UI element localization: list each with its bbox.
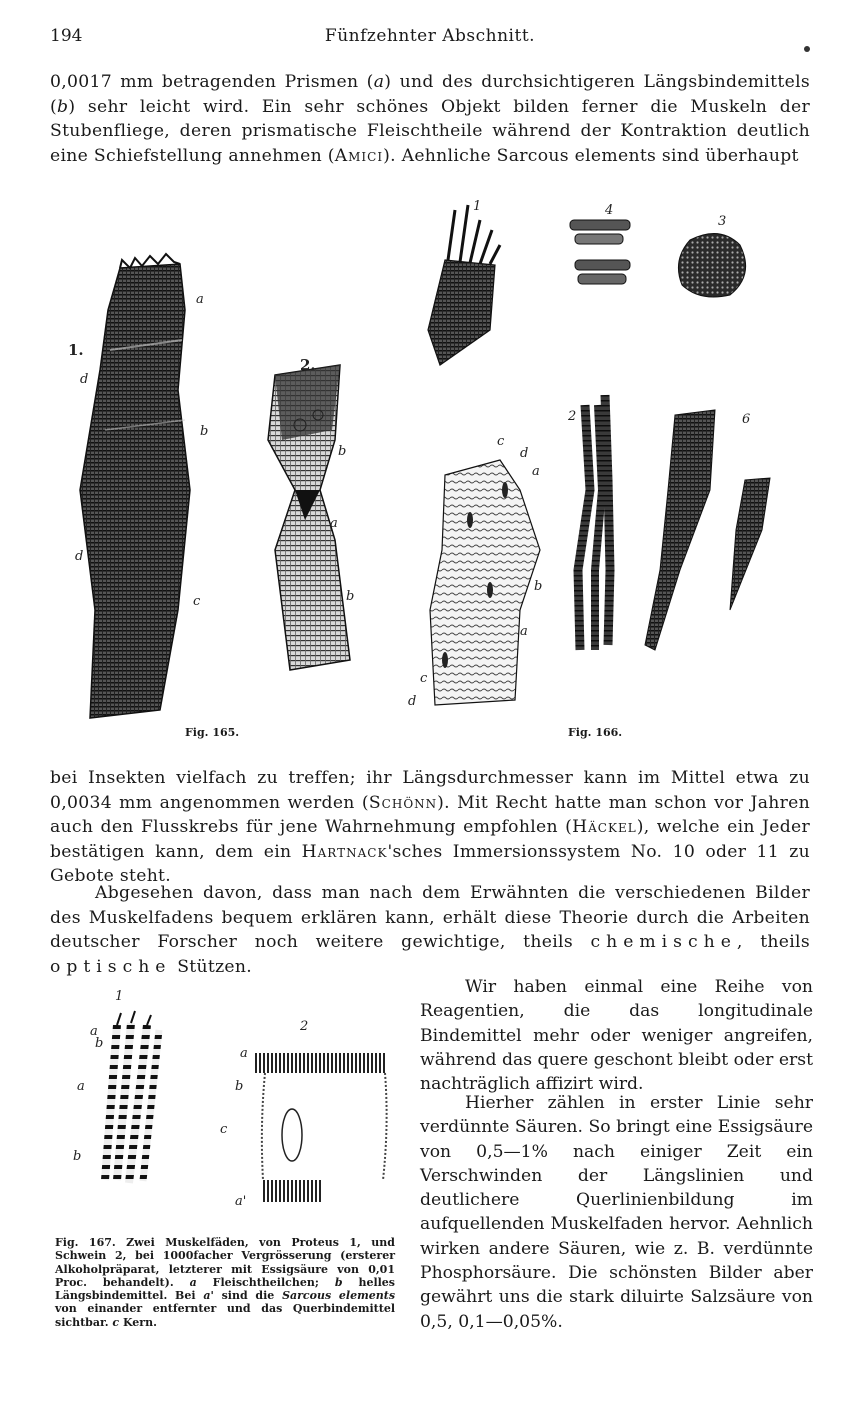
text-run: , theils xyxy=(736,932,810,952)
right-column-paragraph-1: Wir haben einmal eine Reihe von Reagentien, die das longitudinale Bindemittel mehr oder weniger angreifen, während das quere geschont bleibt oder erst nachträglich affizirt wird. xyxy=(420,977,813,1095)
fig166-label: c xyxy=(497,434,505,449)
fig167-part2 xyxy=(255,1053,387,1202)
fig166-part1-drawing xyxy=(428,205,500,365)
fig166-label: 1 xyxy=(473,199,482,214)
text-run: ), welche ein Jeder bestätigen kann, dem ein xyxy=(50,817,810,862)
caption-run: helles Längsbindemittel. Bei xyxy=(55,1275,396,1303)
fig167-label: b xyxy=(73,1149,82,1164)
fig166-label: 2 xyxy=(568,409,577,424)
fig165-label: d xyxy=(75,549,84,564)
muscle-fiber-illustrations xyxy=(50,190,820,730)
fig167-label: b xyxy=(235,1079,244,1094)
text-run: Stützen. xyxy=(171,956,253,977)
text-run: Abgesehen davon, dass man nach dem Erwähnten die verschiedenen Bilder des Muskelfadens bequem erklären kann, erhält diese Theorie durch die Arbeiten deutscher Forscher noch weitere gewichtige, theils xyxy=(50,883,810,952)
fig165-label: a xyxy=(196,292,204,307)
fig165-part1-drawing xyxy=(80,254,190,718)
fig166-part5-drawing xyxy=(430,460,543,705)
paragraph-1 xyxy=(50,70,810,168)
fig167-label: a' xyxy=(235,1194,247,1209)
fig166-part2-drawing xyxy=(578,395,610,650)
page-number: 194 xyxy=(50,26,83,46)
author-name: Hartnack xyxy=(301,841,388,862)
fig167-caption xyxy=(55,1236,395,1329)
figures-165-166 xyxy=(50,190,820,739)
fig166-part6-drawing xyxy=(645,410,770,650)
fig165-label: b xyxy=(338,444,347,459)
caption-run-italic: c xyxy=(112,1315,120,1329)
text-run: ) sehr leicht wird. Ein sehr schönes Objekt bilden ferner die Muskeln der Stubenfliege, deren prismatische Fleischtheile während der Kontraktion deutlich eine Schiefstellung annehmen ( xyxy=(50,96,810,166)
caption-run: sind die xyxy=(213,1289,283,1303)
fig165-label: c xyxy=(193,594,201,609)
text-run: bei Insekten vielfach zu treffen; ihr Längsdurchmesser kann im Mittel etwa zu 0,0034 mm angenommen werden ( xyxy=(50,768,810,813)
author-name: Häckel xyxy=(572,817,637,837)
fig167-label: 1 xyxy=(115,989,124,1004)
right-column-paragraph-2: Hierher zählen in erster Linie sehr verdünnte Säuren. So bringt eine Essigsäure von 0,5—1% nach einiger Zeit ein Verschwinden der Längslinien und deutlichere Querlinienbildung im aufquellenden Muskelfaden hervor. Aehnlich wirken andere Säuren, wie z. B. verdünnte Phosphorsäure. Die schönsten Bilder aber gewährt uns die stark diluirte Salzsäure von 0,5, 0,1—0,05%. xyxy=(420,1093,813,1332)
caption-run-italic: a' xyxy=(203,1289,214,1303)
fig166-label: d xyxy=(520,446,529,461)
fig165-label: d xyxy=(80,372,89,387)
fig166-caption: Fig. 166. xyxy=(568,726,623,739)
fig166-label: 6 xyxy=(742,412,751,427)
fig166-label: a xyxy=(520,624,528,639)
caption-run-italic: a xyxy=(189,1275,197,1289)
text-run-italic: a xyxy=(373,72,385,92)
fig167-label: a xyxy=(77,1079,85,1094)
figure-167 xyxy=(55,985,395,1235)
fig166-part3-drawing xyxy=(678,234,745,297)
author-name: Schönn xyxy=(368,792,438,813)
caption-run: von einander entfernter und das Querbindemittel sichtbar. xyxy=(55,1302,395,1329)
fig167-label: a xyxy=(90,1024,98,1039)
fig166-label: c xyxy=(420,671,428,686)
ink-speck xyxy=(804,46,810,52)
fig167-label: a xyxy=(240,1046,248,1061)
running-title: Fünfzehnter Abschnitt. xyxy=(324,26,536,46)
caption-run: Fig. 167. Zwei Muskelfäden, von Proteus 1, und Schwein 2, bei 1000facher Vergrösserung (ersterer Alkoholpräparat, letzterer mit Essigsäure von 0,01 Proc. behandelt). xyxy=(55,1236,395,1289)
fig166-part4-drawing xyxy=(570,220,630,284)
fig167-label: b xyxy=(95,1036,104,1051)
paragraph-2 xyxy=(50,766,810,889)
fig167-part1 xyxy=(105,1011,159,1183)
fig165-label: b xyxy=(346,589,355,604)
fig166-label: b xyxy=(534,579,543,594)
caption-run-italic: Sarcous elements xyxy=(282,1289,396,1303)
fig165-label: 2. xyxy=(300,356,316,374)
spaced-term: chemische xyxy=(590,932,737,952)
text-run-italic: b xyxy=(57,96,69,117)
text-run: ). Mit Recht hatte man schon vor Jahren auch den Flusskrebs für jene Wahrnehmung empfohlen ( xyxy=(50,792,810,837)
caption-run: Kern. xyxy=(119,1315,157,1329)
caption-run: Fleischtheilchen; xyxy=(196,1275,335,1289)
fig167-label: c xyxy=(220,1122,228,1137)
caption-run-italic: b xyxy=(334,1275,343,1289)
fig166-label: a xyxy=(532,464,540,479)
fig165-label: b xyxy=(200,424,209,439)
fig165-caption: Fig. 165. xyxy=(185,726,240,739)
paragraph-3 xyxy=(50,881,810,979)
fig166-label: 4 xyxy=(605,203,614,218)
fig167-drawing xyxy=(55,985,395,1235)
spaced-term: optische xyxy=(50,956,172,977)
text-run: 0,0017 mm betragenden Prismen ( xyxy=(50,72,374,92)
author-name: Amici xyxy=(334,145,384,166)
fig165-label: 1. xyxy=(68,341,84,359)
running-header xyxy=(50,26,810,52)
text-run: 'sches Immersionssystem No. 10 oder 11 zu Gebote steht. xyxy=(50,841,810,886)
fig166-label: d xyxy=(408,694,417,709)
text-run: ) und des durchsichtigeren Längsbindemittels ( xyxy=(50,72,810,117)
fig166-label: 3 xyxy=(718,214,727,229)
fig167-label: 2 xyxy=(300,1019,309,1034)
fig165-label: a xyxy=(330,516,338,531)
text-run: ). Aehnliche Sarcous elements sind überhaupt xyxy=(383,145,799,166)
